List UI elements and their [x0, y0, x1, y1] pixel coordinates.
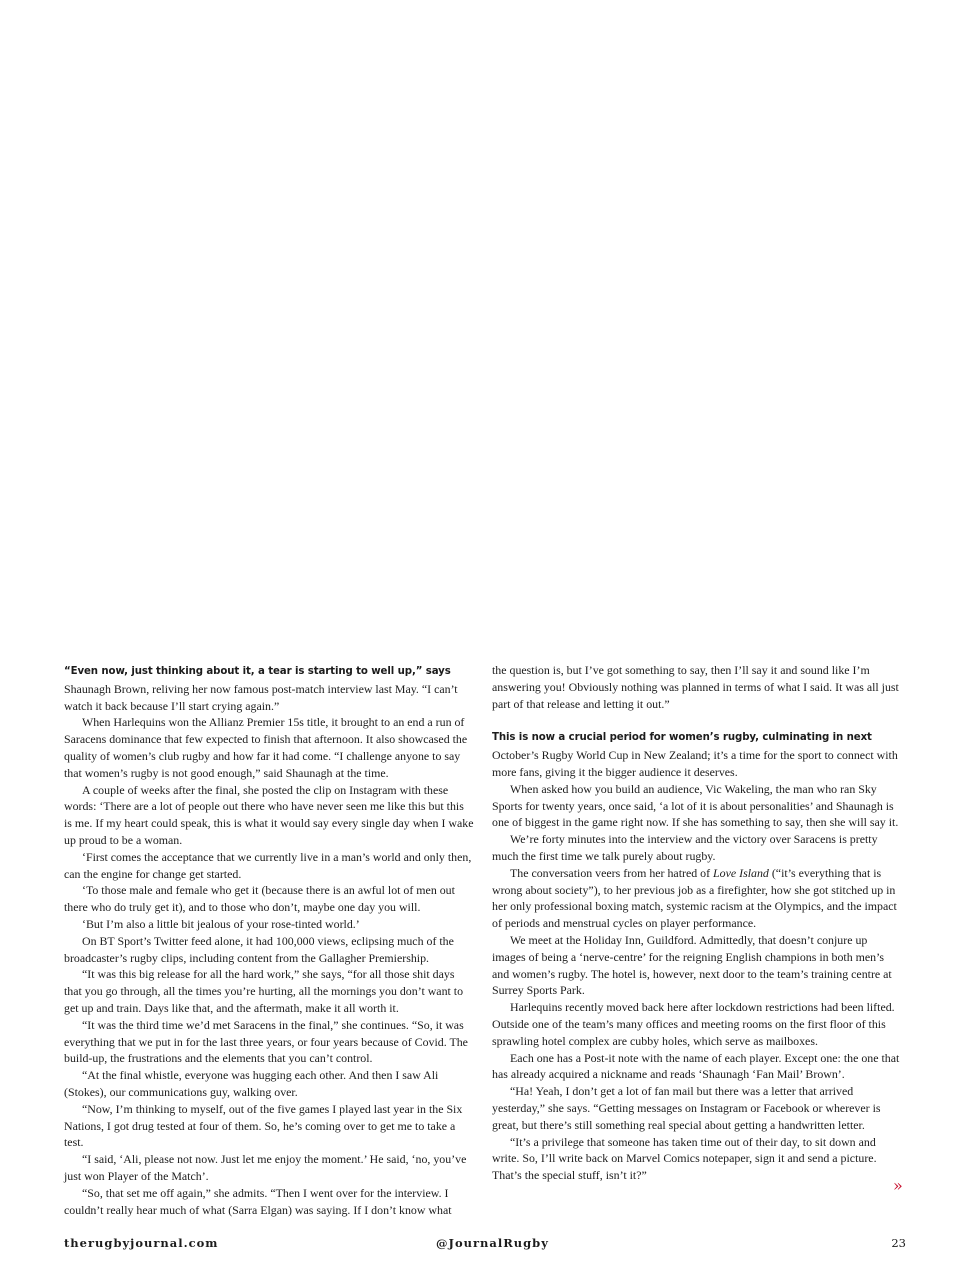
paragraph: the question is, but I’ve got something to say, then I’ll say it and sound like I’m answering you! Obviously nothing was planned in terms of what I said. It was all just part of that release and letting it out.” — [492, 663, 899, 711]
page-footer — [64, 1236, 906, 1252]
article-column-left — [64, 662, 474, 1218]
lead-in: “Even now, just thinking about it, a tear is starting to well up,” says — [64, 666, 451, 677]
paragraph: “So, that set me off again,” she admits. “Then I went over for the interview. I couldn’t really hear much of what (Sarra Elgan) was saying. If I don’t know what — [64, 1185, 452, 1217]
paragraph: “I said, ‘Ali, please not now. Just let me enjoy the moment.’ He said, ‘no, you’ve just won Player of the Match’. — [64, 1152, 467, 1183]
lead-in: This is now a crucial period for women’s rugby, culminating in next — [492, 732, 872, 744]
paragraph: “Even now, just thinking about it, a tear is starting to well up,” says Shaunagh Brown, reliving her now famous post-match interview last May. “I can’t watch it back because I’ll start crying again.” — [64, 666, 458, 713]
paragraph: ‘First comes the acceptance that we currently live in a man’s world and only then, can the engine for change get started. — [64, 849, 472, 881]
paragraph: “It’s a privilege that someone has taken time out of their day, to sit down and write. So, I’ll write back on Marvel Comics notepaper, sign it and send a picture. That’s the special stuff, isn’t it?” — [492, 1134, 877, 1183]
paragraph: ‘To those male and female who get it (because there is an awful lot of men out there who do truly get it), and to those who don’t, maybe one day you will. — [64, 883, 455, 915]
paragraph: A couple of weeks after the final, she posted the clip on Instagram with these words: ‘There are a lot of people out there who have never seen me like this but this is me. If my heart could speak, this is what it would say every single day when I wake up proud to be a woman. — [64, 782, 474, 847]
show-title: Love Island — [713, 865, 769, 880]
paragraph: “Now, I’m thinking to myself, out of the five games I played last year in the Six Nations, I got drug tested at four of them. So, he’s coming over to get me to take a test. — [64, 1101, 463, 1150]
paragraph: Harlequins recently moved back here after lockdown restrictions had been lifted. Outside one of the team’s many offices and meeting rooms on the first floor of this sprawling hotel complex are cubby holes, which serve as mailboxes. — [492, 1000, 895, 1048]
footer-social-handle: @JournalRugby — [436, 1236, 549, 1250]
paragraph: “It was the third time we’d met Saracens in the final,” she continues. “So, it was everything that we put in for the last three years, or four years because of Covid. The build-up, the frustrations and the elements that you can’t control. — [64, 1017, 468, 1066]
paragraph: We’re forty minutes into the interview and the victory over Saracens is pretty much the first time we talk purely about rugby. — [492, 832, 878, 863]
article-column-right — [492, 662, 902, 1184]
continue-arrow-icon: » — [893, 1176, 903, 1195]
paragraph: Each one has a Post-it note with the name of each player. Except one: the one that has already acquired a nickname and reads ‘Shaunagh ‘Fan Mail’ Brown’. — [492, 1050, 900, 1082]
paragraph: When asked how you build an audience, Vic Wakeling, the man who ran Sky Sports for twenty years, once said, ‘a lot of it is about personalities’ and Shaunagh is one of biggest in the game right now. If she has something to say, then she will say it. — [492, 781, 899, 830]
paragraph: The conversation veers from her hatred of Love Island (“it’s everything that is wrong about society”), to her previous job as a firefighter, how she got stitched up in her only professional boxing match, systemic racism at the Olympics, and the impact of periods and menstrual cycles on player performance. — [492, 865, 897, 931]
paragraph: We meet at the Holiday Inn, Guildford. Admittedly, that doesn’t conjure up images of being a ‘nerve-centre’ for the reigning English champions in both men’s and women’s rugby. The hotel is, however, next door to the team’s training centre at Surrey Sports Park. — [492, 932, 892, 998]
paragraph: ‘But I’m also a little bit jealous of your rose-tinted world.’ — [82, 916, 360, 931]
paragraph: “At the final whistle, everyone was hugging each other. And then I saw Ali (Stokes), our communications guy, walking over. — [64, 1068, 439, 1099]
paragraph: When Harlequins won the Allianz Premier 15s title, it brought to an end a run of Saracens dominance that few expected to finish that afternoon. It also showcased the quality of women’s club rugby and how far it had come. “I challenge anyone to say that women’s rugby is not good enough,” said Shaunagh at the time. — [64, 715, 468, 780]
paragraph: On BT Sport’s Twitter feed alone, it had 100,000 views, eclipsing much of the broadcaster’s rugby clips, including content from the Gallagher Premiership. — [64, 933, 454, 965]
page-number: 23 — [891, 1236, 906, 1250]
paragraph: This is now a crucial period for women’s rugby, culminating in next October’s Rugby World Cup in New Zealand; it’s a time for the sport to connect with more fans, giving it the bigger audience it deserves. — [492, 732, 898, 779]
paragraph: “Ha! Yeah, I don’t get a lot of fan mail but there was a letter that arrived yesterday,” she says. “Getting messages on Instagram or Facebook or wherever is great, but there’s still something real special about getting a handwritten letter. — [492, 1084, 881, 1132]
footer-website: therugbyjournal.com — [64, 1236, 219, 1250]
paragraph: “It was this big release for all the hard work,” she says, “for all those shit days that you go through, all the times you’re hurting, all the mornings you don’t want to get up and train. Days like that, and the aftermath, make it all worth it. — [64, 967, 464, 1015]
